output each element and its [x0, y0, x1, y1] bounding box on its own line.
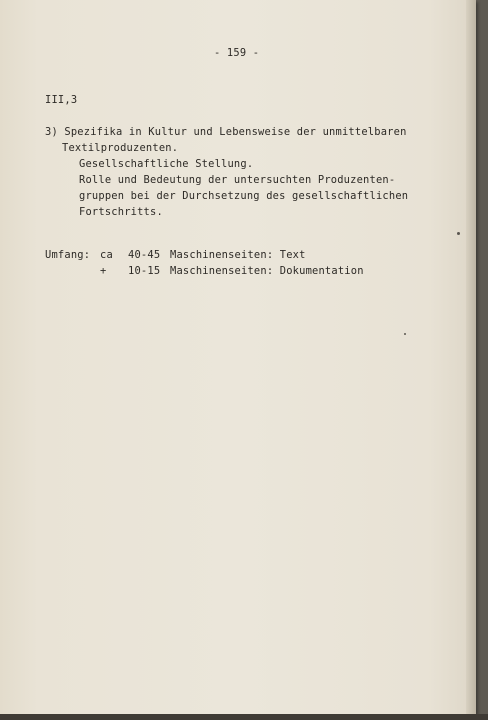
item-line-2: Textilproduzenten. — [62, 142, 179, 154]
umfang-row2-prefix: + — [100, 265, 107, 277]
item-line-5: gruppen bei der Durchsetzung des gesellschaftlichen — [79, 190, 409, 202]
ink-speck — [457, 232, 460, 235]
umfang-row1-text: Maschinenseiten: Text — [170, 249, 306, 261]
umfang-row1-range: 40-45 — [128, 249, 161, 261]
item-line-1: 3) Spezifika in Kultur und Lebensweise der unmittelbaren — [45, 126, 407, 138]
umfang-row2-range: 10-15 — [128, 265, 161, 277]
umfang-label: Umfang: — [45, 249, 91, 261]
scanner-border — [0, 714, 488, 720]
item-line-4: Rolle und Bedeutung der untersuchten Produzenten- — [79, 174, 396, 186]
page-number: - 159 - — [214, 47, 260, 59]
item-line-3: Gesellschaftliche Stellung. — [79, 158, 254, 170]
page-edge — [466, 0, 476, 714]
section-reference: III,3 — [45, 94, 78, 106]
umfang-row1-prefix: ca — [100, 249, 113, 261]
umfang-row2-text: Maschinenseiten: Dokumentation — [170, 265, 364, 277]
ink-speck — [404, 333, 406, 335]
item-line-6: Fortschritts. — [79, 206, 163, 218]
